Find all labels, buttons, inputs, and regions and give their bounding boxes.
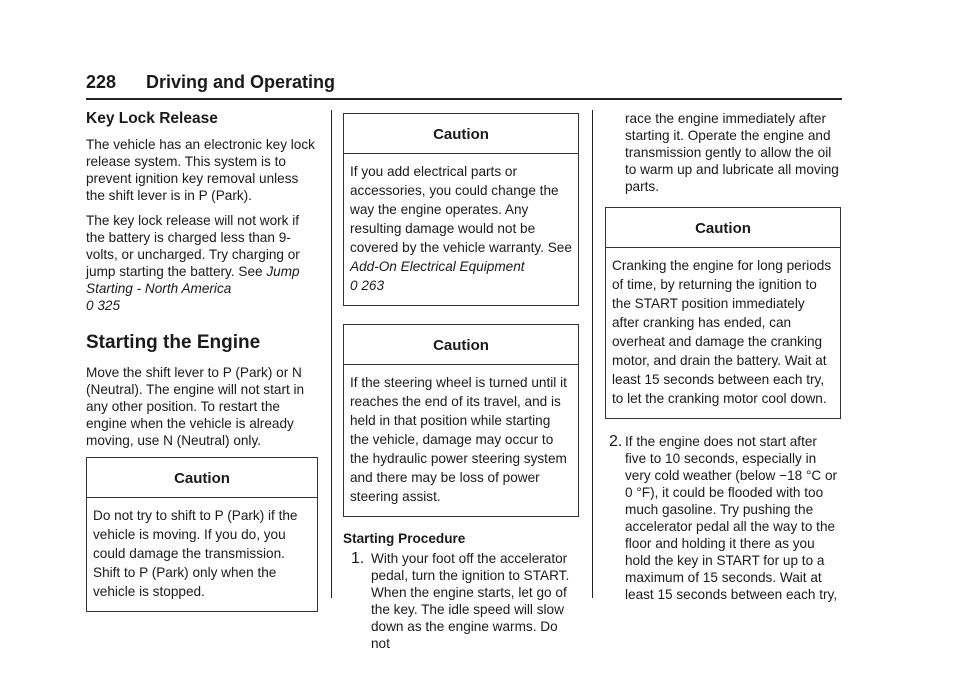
caution-box: [343, 324, 579, 517]
key-lock-heading: Key Lock Release: [86, 110, 218, 127]
step-text: If the engine does not start after five to 10 seconds, especially in very cold weather (below −18 °C or 0 °F), it could be flooded with too much gasoline. Try pushing the accelerator pedal all the way to the floor and holding it there as you hold the key in START for up to a maximum of 15 seconds. Wait at least 15 seconds between each try,: [625, 434, 838, 602]
caution-heading: Caution: [344, 325, 578, 365]
starting-engine-heading: Starting the Engine: [86, 332, 261, 353]
column-2: [343, 110, 579, 652]
column-3: [605, 110, 841, 603]
caution-heading: Caution: [87, 458, 317, 498]
header-rule: [86, 98, 842, 100]
caution-box: [343, 113, 579, 306]
page-header: [86, 72, 874, 96]
caution-text: If you add electrical parts or accessories, you could change the way the engine operates. Any resulting damage would not be covered by the vehicle warranty. See: [350, 164, 572, 255]
caution-body: Cranking the engine for long periods of time, by returning the ignition to the START position immediately after cranking has ended, can overheat and damage the cranking motor, and drain the battery. Wait at least 15 seconds between each try, to let the cranking motor cool down.: [612, 258, 832, 406]
caution-heading: Caution: [344, 114, 578, 154]
caution-body: Do not try to shift to P (Park) if the vehicle is moving. If you do, you could damage the transmission. Shift to P (Park) only when the vehicle is stopped.: [93, 508, 298, 599]
step-text: With your foot off the accelerator pedal, turn the ignition to START. When the engine starts, let go of the key. The idle speed will slow down as the engine warms. Do not: [371, 551, 570, 651]
caution-box: [86, 457, 318, 612]
column-divider: [592, 110, 593, 598]
caution-box: [605, 207, 841, 419]
key-lock-paragraph: The vehicle has an electronic key lock release system. This system is to prevent ignition key removal unless the shift lever is in P (Park).: [86, 137, 315, 203]
starting-engine-paragraph: Move the shift lever to P (Park) or N (Neutral). The engine will not start in any other position. To restart the engine when the vehicle is already moving, use N (Neutral) only.: [86, 365, 305, 448]
step-continuation: race the engine immediately after starting it. Operate the engine and transmission gently to allow the oil to warm up and lubricate all moving parts.: [625, 111, 839, 194]
list-item: [605, 433, 841, 603]
page-reference[interactable]: 0 263: [350, 278, 385, 293]
add-on-equipment-link[interactable]: Add-On Electrical Equipment: [350, 259, 525, 274]
key-lock-paragraph-2: [86, 212, 318, 314]
column-1: [86, 110, 318, 612]
section-title: Driving and Operating: [146, 72, 336, 92]
caution-heading: Caution: [606, 208, 840, 248]
caution-body: If the steering wheel is turned until it reaches the end of its travel, and is held in that position while starting the vehicle, damage may occur to the hydraulic power steering system and there may be loss of power steering assist.: [350, 375, 567, 504]
starting-procedure-heading: Starting Procedure: [343, 531, 466, 546]
step-number: 1.: [351, 550, 365, 567]
page-reference[interactable]: 0 325: [86, 298, 121, 313]
page-number: 228: [86, 72, 117, 92]
list-item: [343, 550, 579, 652]
paragraph-text: The key lock release will not work if the battery is charged less than 9-volts, or uncharged. Try charging or jump starting the battery. See: [86, 213, 300, 279]
caution-body: [344, 154, 578, 305]
step-number: 2.: [609, 433, 623, 450]
column-divider: [331, 110, 332, 598]
jump-starting-link[interactable]: Jump Starting - North America: [86, 264, 300, 296]
